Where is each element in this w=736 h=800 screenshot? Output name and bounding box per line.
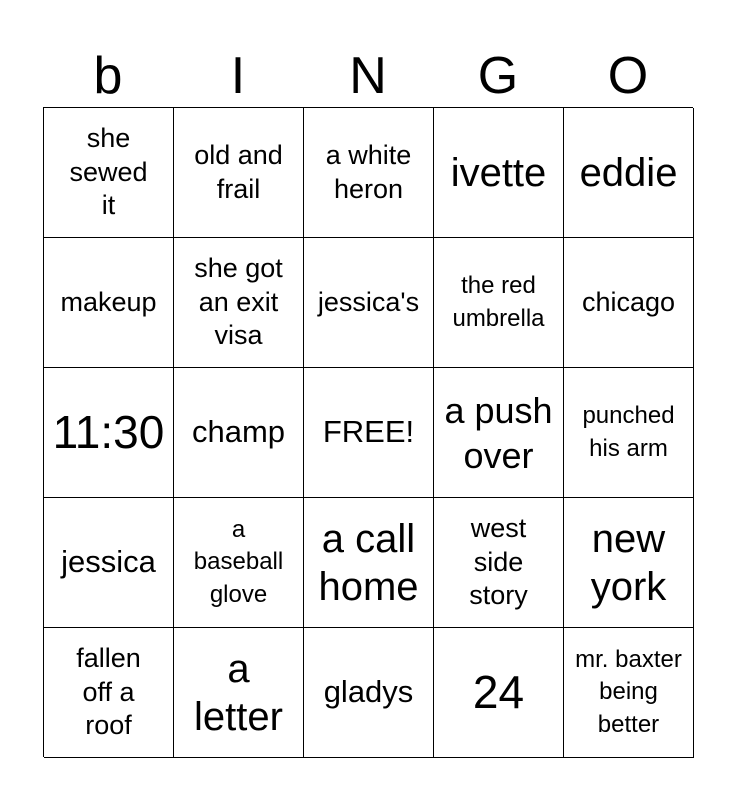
bingo-header [43,46,693,106]
bingo-cell[interactable]: she got an exit visa [174,238,304,368]
bingo-cell[interactable]: punched his arm [564,368,694,498]
bingo-cell[interactable]: ivette [434,108,564,238]
bingo-cell[interactable]: old and frail [174,108,304,238]
bingo-cell[interactable]: a baseball glove [174,498,304,628]
header-letter-b: b [93,47,123,105]
bingo-cell[interactable]: 11:30 [44,368,174,498]
bingo-cell[interactable]: chicago [564,238,694,368]
header-letter-i: I [230,47,246,105]
bingo-cell[interactable]: 24 [434,628,564,758]
bingo-cell[interactable]: a call home [304,498,434,628]
header-letter-n: N [349,47,387,105]
bingo-cell[interactable]: jessica [44,498,174,628]
bingo-cell[interactable]: FREE! [304,368,434,498]
bingo-cell[interactable]: makeup [44,238,174,368]
bingo-cell[interactable]: eddie [564,108,694,238]
bingo-cell[interactable]: champ [174,368,304,498]
bingo-cell[interactable]: she sewed it [44,108,174,238]
bingo-cell[interactable]: a white heron [304,108,434,238]
bingo-cell[interactable]: fallen off a roof [44,628,174,758]
bingo-board [43,107,693,757]
header-letter-o: O [607,47,649,105]
bingo-cell[interactable]: a letter [174,628,304,758]
bingo-cell[interactable]: new york [564,498,694,628]
bingo-cell[interactable]: a push over [434,368,564,498]
bingo-cell[interactable]: gladys [304,628,434,758]
bingo-cell[interactable]: jessica's [304,238,434,368]
bingo-cell[interactable]: the red umbrella [434,238,564,368]
bingo-cell[interactable]: mr. baxter being better [564,628,694,758]
header-letter-g: G [477,47,519,105]
bingo-cell[interactable]: west side story [434,498,564,628]
